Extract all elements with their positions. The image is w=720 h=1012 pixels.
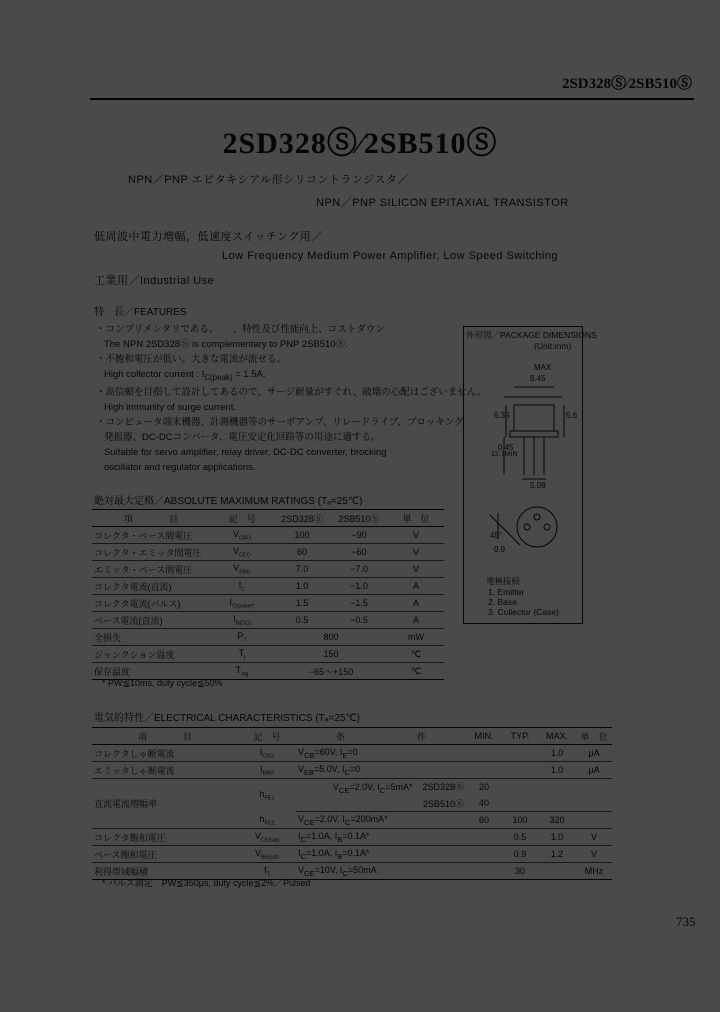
abs-max-col-symbol: 記 号 <box>210 510 274 527</box>
elec-min <box>466 762 502 779</box>
dim-angle-b: 0.9 <box>494 545 506 554</box>
abs-max-value: 800 <box>274 629 388 646</box>
package-unit: (Unit:mm) <box>534 341 572 351</box>
subtitle-jp: NPN／PNP エピタキシアル形シリコントランジスタ／ <box>128 174 409 186</box>
elec-unit: μA <box>576 762 612 779</box>
abs-max-unit: A <box>388 578 444 595</box>
elec-max: 1.0 <box>538 829 576 846</box>
dim-height-2: 5.6 <box>566 411 578 420</box>
elec-cond: (Tₐ=25℃) <box>315 713 361 724</box>
elec-min <box>466 829 502 846</box>
elec-typ <box>502 795 538 812</box>
elec-typ <box>502 745 538 762</box>
abs-max-value-2sb510: −60 <box>330 544 388 561</box>
elec-condition: $V_{CE}=10V$, $I_C=50mA$ <box>296 863 466 880</box>
elec-min <box>466 846 502 863</box>
package-heading: 外形図／PACKAGE DIMENSIONS <box>466 330 597 340</box>
abs-max-header-row <box>92 510 444 527</box>
elec-min-hfe2: 60 <box>466 812 502 829</box>
elec-typ: 0.9 <box>502 846 538 863</box>
elec-col-unit: 単 位 <box>576 728 612 745</box>
feature-line: High immunity of surge current. <box>104 401 236 413</box>
abs-max-body <box>92 527 444 680</box>
abs-max-symbol: $V_{CEO}$ <box>210 544 274 561</box>
elec-unit <box>576 795 612 812</box>
feature-line: ・コンピュータ端末機器、計測機器等のサーボアンプ、リレードライブ、ブロッキング <box>96 416 464 428</box>
abs-max-value-2sb510: −1.0 <box>330 578 388 595</box>
abs-max-unit: A <box>388 612 444 629</box>
elec-heading <box>94 709 360 724</box>
abs-max-symbol: $T_j$ <box>210 646 274 663</box>
elec-col-symbol: 記 号 <box>238 728 296 745</box>
feature-line: ・高信頼を目指して設計してあるので、サージ耐量がすぐれ、破壊の心配はございません。 <box>96 386 487 398</box>
abs-max-unit: A <box>388 595 444 612</box>
feature-line: High collector current : $I_{C(peak)} = 1.5A$. <box>104 369 266 382</box>
elec-item: コレクタしゃ断電流 <box>92 745 238 762</box>
abs-max-item: 保存温度 <box>92 663 210 680</box>
abs-max-value-2sd328: 1.5 <box>274 595 330 612</box>
elec-typ <box>502 762 538 779</box>
dim-top-width: 8.45 <box>530 374 546 383</box>
abs-max-item: ジャンクション温度 <box>92 646 210 663</box>
elec-symbol: $I_{CBO}$ <box>238 745 296 762</box>
abs-max-row <box>92 595 444 612</box>
abs-max-symbol: $P_T$ <box>210 629 274 646</box>
elec-condition-hfe1: $V_{CE}=2.0V$, $I_C=5mA*$ 2SD328Ⓢ <box>332 781 464 795</box>
abs-max-symbol: $I_C$ <box>210 578 274 595</box>
feature-line: The NPN 2SD328Ⓢ is complementary to PNP 2SB510Ⓢ. <box>104 339 348 350</box>
abs-max-row <box>92 629 444 646</box>
dim-angle: 45° <box>490 531 503 540</box>
elec-row <box>92 745 612 762</box>
elec-min-hfe1-b: 40 <box>466 795 502 812</box>
abs-max-title: 絶対最大定格／ABSOLUTE MAXIMUM RATINGS <box>94 496 315 507</box>
dim-max: MAX <box>534 363 552 372</box>
elec-title: 電気的特性／ELECTRICAL CHARACTERISTICS <box>94 713 313 724</box>
elec-max <box>538 795 576 812</box>
abs-max-col-unit: 単 位 <box>388 510 444 527</box>
elec-min-hfe1-a: 20 <box>478 782 489 792</box>
elec-symbol: $f_T$ <box>238 863 296 880</box>
abs-max-value-2sd328: 1.0 <box>274 578 330 595</box>
abs-max-row <box>92 612 444 629</box>
abs-max-item: 全損失 <box>92 629 210 646</box>
elec-typ-hfe2: 100 <box>502 812 538 829</box>
dim-height-1: 6.35 <box>494 411 510 420</box>
abs-max-col-item: 項 目 <box>92 510 210 527</box>
header-rule <box>90 98 694 100</box>
abs-max-value: −65～+150 <box>274 663 388 680</box>
package-drawing <box>464 327 582 623</box>
abs-max-item: コレクタ電流(直流) <box>92 578 210 595</box>
elec-max: 1.0 <box>538 745 576 762</box>
elec-symbol: $I_{EBO}$ <box>238 762 296 779</box>
elec-symbol: $V_{BE(sat)}$ <box>238 846 296 863</box>
feature-line: Suitable for servo amplifier, relay driver, DC-DC converter, brocking <box>104 446 387 458</box>
abs-max-symbol: $I_{C(pulse)*}$ <box>210 595 274 612</box>
dim-lead-dia: 0.45 <box>498 443 514 452</box>
abs-max-row <box>92 578 444 595</box>
elec-note: * パルス測定 PW≦350μs, duty cycle≦2%／Pulsed <box>102 878 311 888</box>
abs-max-row <box>92 561 444 578</box>
elec-item: ベース飽和電圧 <box>92 846 238 863</box>
pin-1: 1. Emitter <box>488 587 525 597</box>
elec-unit: μA <box>576 745 612 762</box>
elec-item: エミッタしゃ断電流 <box>92 762 238 779</box>
abs-max-row <box>92 544 444 561</box>
abs-max-unit: V <box>388 561 444 578</box>
elec-header-row <box>92 728 612 745</box>
abs-max-heading <box>94 492 362 507</box>
abs-max-value-2sb510: −0.5 <box>330 612 388 629</box>
abs-max-row <box>92 527 444 544</box>
abs-max-unit: ℃ <box>388 646 444 663</box>
elec-condition: $V_{CB}=60V$, $I_E=0$ <box>296 745 466 762</box>
abs-max-unit: ℃ <box>388 663 444 680</box>
abs-max-item: ベース電流(直流) <box>92 612 210 629</box>
elec-condition: $I_C=1.0A$, $I_B=0.1A*$ <box>296 846 466 863</box>
elec-symbol-hfe1: $h_{FE1}$ <box>259 789 275 802</box>
abs-max-col-2sd328: 2SD328Ⓢ <box>274 510 330 527</box>
feature-line: ・不飽和電圧が低い。大きな電流が流せる。 <box>96 354 287 365</box>
abs-max-unit: V <box>388 544 444 561</box>
features-heading: 特 長／FEATURES <box>94 307 187 318</box>
elec-device-hfe1-b: 2SB510Ⓢ <box>296 795 466 812</box>
abs-max-symbol: $V_{EBO}$ <box>210 561 274 578</box>
elec-col-max: MAX. <box>538 728 576 745</box>
elec-condition-hfe2: $V_{CE}=2.0V$, $I_C=200mA*$ <box>296 812 466 829</box>
industrial-use: 工業用／Industrial Use <box>94 275 215 287</box>
elec-item-hfe: 直流電流増幅率 <box>92 779 238 829</box>
abs-max-unit: mW <box>388 629 444 646</box>
elec-col-item: 項 目 <box>92 728 238 745</box>
subtitle-en: NPN／PNP SILICON EPITAXIAL TRANSISTOR <box>316 197 569 209</box>
application-jp: 低周波中電力増幅，低速度スイッチング用／ <box>94 231 323 243</box>
abs-max-item: エミッタ・ベース間電圧 <box>92 561 210 578</box>
elec-row <box>92 762 612 779</box>
abs-max-value-2sd328: 60 <box>274 544 330 561</box>
feature-line: oscillator and regulator applications. <box>104 461 256 473</box>
elec-item: 利得帯域幅積 <box>92 863 238 880</box>
elec-unit: MHz <box>576 863 612 880</box>
pin-title: 電極接続 <box>486 576 521 586</box>
abs-max-item: コレクタ・エミッタ間電圧 <box>92 544 210 561</box>
abs-max-value: 150 <box>274 646 388 663</box>
elec-col-typ: TYP. <box>502 728 538 745</box>
abs-max-col-2sb510: 2SB510Ⓢ <box>330 510 388 527</box>
dim-pin-circle: 5.08 <box>530 481 546 490</box>
application-en: Low Frequency Medium Power Amplifier, Low Speed Switching <box>222 250 559 262</box>
elec-unit <box>576 812 612 829</box>
abs-max-row <box>92 663 444 680</box>
abs-max-symbol: $I_{B(DC)}$ <box>210 612 274 629</box>
elec-min <box>466 745 502 762</box>
abs-max-value-2sd328: 100 <box>274 527 330 544</box>
elec-max <box>538 779 576 796</box>
abs-max-item: コレクタ電流(パルス) <box>92 595 210 612</box>
abs-max-symbol: $T_{stg}$ <box>210 663 274 680</box>
elec-row <box>92 846 612 863</box>
abs-max-table <box>92 509 444 680</box>
elec-symbol-hfe2: $h_{FE2}$ <box>238 812 296 829</box>
elec-max: 1.0 <box>538 762 576 779</box>
dim-lead-min: 12.7MIN <box>491 451 518 458</box>
feature-line: ・コンプリメンタリである。 、特性及び性能向上、コストダウン <box>96 324 385 335</box>
page-number: 735 <box>676 914 696 929</box>
abs-max-unit: V <box>388 527 444 544</box>
page-title: 2SD328Ⓢ⁄2SB510Ⓢ <box>222 127 498 160</box>
elec-item: コレクタ飽和電圧 <box>92 829 238 846</box>
elec-col-min: MIN. <box>466 728 502 745</box>
elec-col-cond: 条 件 <box>296 728 466 745</box>
abs-max-value-2sb510: −7.0 <box>330 561 388 578</box>
elec-row <box>92 829 612 846</box>
package-box <box>463 326 583 624</box>
elec-min <box>466 863 502 880</box>
elec-unit <box>576 779 612 796</box>
elec-condition: $I_C=1.0A$, $I_B=0.1A*$ <box>296 829 466 846</box>
abs-max-value-2sd328: 0.5 <box>274 612 330 629</box>
elec-row-hfe1-a <box>92 779 612 796</box>
elec-max <box>538 863 576 880</box>
elec-max: 1.2 <box>538 846 576 863</box>
features-list <box>96 322 486 475</box>
elec-max-hfe2: 320 <box>538 812 576 829</box>
elec-typ: 0.5 <box>502 829 538 846</box>
elec-symbol: $V_{CE(sat)}$ <box>238 829 296 846</box>
abs-max-cond: (Tₐ=25℃) <box>317 496 363 507</box>
elec-unit: V <box>576 829 612 846</box>
elec-unit: V <box>576 846 612 863</box>
feature-line: 発振器、DC-DCコンバータ、電圧安定化回路等の用途に適する。 <box>104 431 381 443</box>
elec-body <box>92 745 612 880</box>
pin-3: 3. Collector (Case) <box>488 607 559 617</box>
abs-max-note: * PW≦10ms, duty cycle≦50% <box>102 678 223 688</box>
abs-max-value-2sb510: −1.5 <box>330 595 388 612</box>
pin-2: 2. Base <box>488 597 517 607</box>
abs-max-row <box>92 646 444 663</box>
abs-max-value-2sd328: 7.0 <box>274 561 330 578</box>
header-part-ref: 2SD328Ⓢ⁄2SB510Ⓢ <box>561 76 692 92</box>
abs-max-item: コレクタ・ベース間電圧 <box>92 527 210 544</box>
abs-max-value-2sb510: −90 <box>330 527 388 544</box>
elec-typ <box>502 779 538 796</box>
elec-table <box>92 727 612 880</box>
elec-typ: 30 <box>502 863 538 880</box>
abs-max-symbol: $V_{CBO}$ <box>210 527 274 544</box>
elec-condition: $V_{EB}=5.0V$, $I_C=0$ <box>296 762 466 779</box>
